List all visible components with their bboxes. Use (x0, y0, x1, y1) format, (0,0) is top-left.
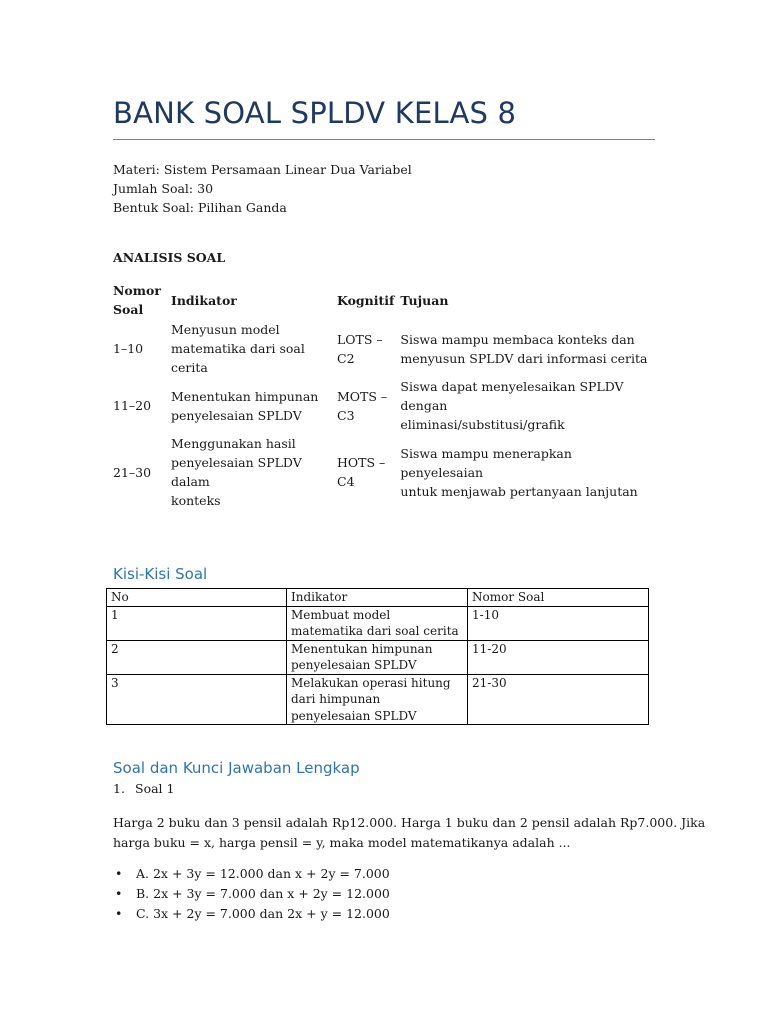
header-nomor-line1: Nomor (113, 283, 161, 298)
analisis-heading: ANALISIS SOAL (113, 250, 226, 265)
answer-option (113, 904, 390, 924)
analisis-kognitif (334, 434, 397, 510)
analisis-table (110, 280, 659, 510)
text-line: Menentukan himpunan (291, 641, 433, 656)
text-line: eliminasi/substitusi/grafik (400, 417, 565, 432)
text-line: Siswa dapat menyelesaikan SPLDV dengan (400, 379, 624, 413)
question-line: harga buku = x, harga pensil = y, maka model matematikanya adalah ... (113, 835, 571, 850)
kisi-header-indikator: Indikator (287, 589, 468, 607)
document-meta (113, 160, 412, 217)
answer-options (113, 864, 390, 924)
analisis-kognitif (334, 320, 397, 377)
analisis-header-nomor (110, 280, 168, 320)
kisi-row (107, 674, 649, 725)
soal-item (113, 781, 174, 796)
kisi-heading: Kisi-Kisi Soal (113, 565, 208, 583)
kisi-indikator (287, 640, 468, 674)
soal-question (113, 813, 706, 853)
text-line: LOTS – (337, 331, 383, 347)
analisis-indikator (168, 434, 334, 510)
kisi-indikator (287, 606, 468, 640)
text-line: Menentukan himpunan (171, 388, 319, 404)
analisis-nomor: 21–30 (113, 464, 152, 480)
kisi-no: 3 (107, 674, 287, 725)
text-line: C2 (337, 350, 355, 366)
analisis-header-row (110, 280, 659, 320)
analisis-row (110, 434, 659, 510)
text-line: matematika dari soal cerita (171, 341, 305, 375)
soal-label: Soal 1 (135, 781, 175, 796)
analisis-row (110, 320, 659, 377)
text-line: Siswa mampu menerapkan penyelesaian (400, 445, 572, 480)
meta-jumlah-soal: Jumlah Soal: 30 (113, 181, 214, 196)
text-line: penyelesaian SPLDV (291, 708, 417, 723)
text-line: menyusun SPLDV dari informasi cerita (400, 350, 648, 366)
analisis-indikator (168, 320, 334, 377)
analisis-row (110, 377, 659, 434)
text-line: Melakukan operasi hitung (291, 675, 451, 690)
answer-option (113, 864, 390, 884)
bullet-icon: • (115, 866, 123, 881)
text-line: untuk menjawab pertanyaan lanjutan (400, 483, 638, 499)
kisi-header-row (107, 589, 649, 607)
kisi-nomor-soal: 11-20 (468, 640, 649, 674)
answer-option (113, 884, 390, 904)
analisis-kognitif (334, 377, 397, 434)
kisi-nomor-soal: 1-10 (468, 606, 649, 640)
meta-bentuk-soal: Bentuk Soal: Pilihan Ganda (113, 200, 287, 215)
text-line: konteks (171, 493, 221, 508)
analisis-header-tujuan: Tujuan (400, 292, 449, 308)
kisi-row (107, 640, 649, 674)
kisi-header-no: No (107, 589, 287, 607)
bullet-icon: • (115, 886, 123, 901)
analisis-tujuan (397, 320, 659, 377)
kisi-table (106, 588, 649, 725)
answer-option-text: C. 3x + 2y = 7.000 dan 2x + y = 12.000 (136, 906, 390, 921)
text-line: Membuat model (291, 607, 391, 622)
analisis-nomor: 1–10 (113, 341, 144, 356)
title-underline (113, 139, 655, 140)
analisis-nomor: 11–20 (113, 398, 152, 413)
kisi-header-nomor-soal: Nomor Soal (468, 589, 649, 607)
text-line: MOTS – (337, 388, 388, 404)
kisi-no: 2 (107, 640, 287, 674)
bullet-icon: • (115, 906, 123, 921)
header-nomor-line2: Soal (113, 302, 144, 317)
analisis-indikator (168, 377, 334, 434)
question-line: Harga 2 buku dan 3 pensil adalah Rp12.000. Harga 1 buku dan 2 pensil adalah Rp7.000. Jika (113, 815, 706, 830)
analisis-tujuan (397, 377, 659, 434)
kisi-row (107, 606, 649, 640)
text-line: HOTS – (337, 455, 386, 470)
kisi-nomor-soal: 21-30 (468, 674, 649, 725)
text-line: penyelesaian SPLDV dalam (171, 455, 302, 489)
text-line: matematika dari soal cerita (291, 624, 459, 638)
document-title: BANK SOAL SPLDV KELAS 8 (113, 96, 517, 130)
soal-number: 1. (113, 781, 125, 796)
text-line: dari himpunan (291, 692, 381, 706)
text-line: penyelesaian SPLDV (291, 658, 417, 672)
analisis-tujuan (397, 434, 659, 510)
kisi-no: 1 (107, 606, 287, 640)
text-line: Menggunakan hasil (171, 436, 296, 451)
answer-option-text: B. 2x + 3y = 7.000 dan x + 2y = 12.000 (136, 886, 390, 901)
text-line: penyelesaian SPLDV (171, 407, 302, 423)
analisis-header-indikator: Indikator (171, 292, 237, 308)
soal-heading: Soal dan Kunci Jawaban Lengkap (113, 759, 360, 777)
text-line: C4 (337, 474, 355, 489)
text-line: Menyusun model (171, 322, 280, 337)
answer-option-text: A. 2x + 3y = 12.000 dan x + 2y = 7.000 (136, 866, 390, 881)
analisis-header-kognitif: Kognitif (337, 292, 395, 308)
text-line: Siswa mampu membaca konteks dan (400, 331, 635, 347)
text-line: C3 (337, 407, 355, 423)
meta-materi: Materi: Sistem Persamaan Linear Dua Variabel (113, 162, 412, 177)
kisi-indikator (287, 674, 468, 725)
